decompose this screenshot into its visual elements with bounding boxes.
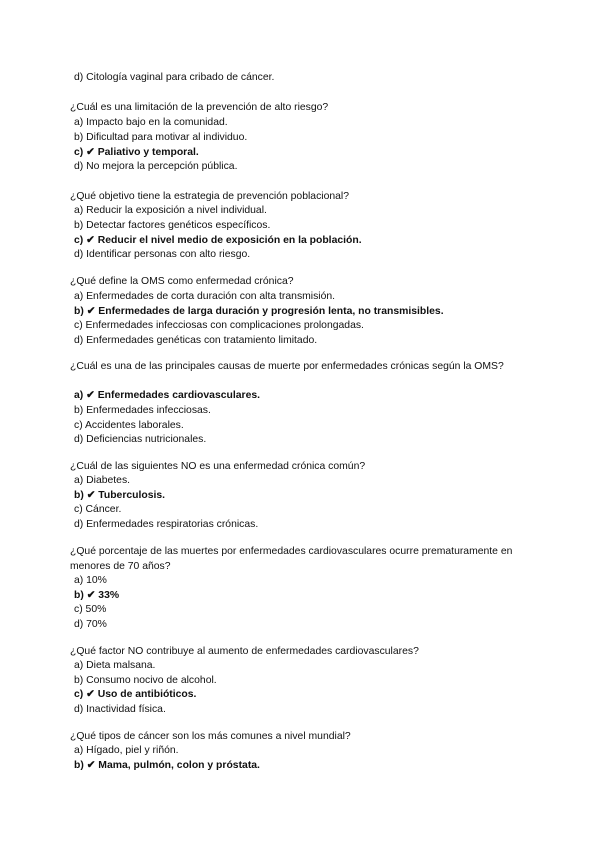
question-2: ¿Qué objetivo tiene la estrategia de prevención poblacional? — [70, 191, 349, 202]
question-8: ¿Qué tipos de cáncer son los más comunes a nivel mundial? — [70, 731, 351, 742]
question-7: ¿Qué factor NO contribuye al aumento de enfermedades cardiovasculares? — [70, 646, 419, 657]
q6-option-d: d) 70% — [74, 619, 107, 630]
q8-option-a: a) Hígado, piel y riñón. — [74, 745, 179, 756]
q5-option-c: c) Cáncer. — [74, 504, 122, 515]
question-5: ¿Cuál de las siguientes NO es una enfermedad crónica común? — [70, 461, 366, 472]
q7-option-c-correct: c) ✔ Uso de antibióticos. — [74, 689, 197, 700]
q4-option-b: b) Enfermedades infecciosas. — [74, 405, 211, 416]
q3-option-c: c) Enfermedades infecciosas con complicaciones prolongadas. — [74, 320, 364, 331]
q6-option-c: c) 50% — [74, 604, 107, 615]
q4-option-d: d) Deficiencias nutricionales. — [74, 434, 207, 445]
q6-option-a: a) 10% — [74, 575, 107, 586]
question-3: ¿Qué define la OMS como enfermedad crónica? — [70, 276, 294, 287]
q4-option-c: c) Accidentes laborales. — [74, 420, 184, 431]
question-6: ¿Qué porcentaje de las muertes por enfermedades cardiovasculares ocurre prematuramente en menores de 70 años? — [70, 546, 513, 572]
question-1: ¿Cuál es una limitación de la prevención de alto riesgo? — [70, 102, 329, 113]
q2-option-c-correct: c) ✔ Reducir el nivel medio de exposición en la población. — [74, 235, 362, 246]
q3-option-a: a) Enfermedades de corta duración con alta transmisión. — [74, 291, 336, 302]
q1-option-a: a) Impacto bajo en la comunidad. — [74, 117, 228, 128]
q7-option-d: d) Inactividad física. — [74, 704, 166, 715]
q2-option-a: a) Reducir la exposición a nivel individual. — [74, 205, 267, 216]
q6-option-b-correct: b) ✔ 33% — [74, 590, 120, 601]
q5-option-a: a) Diabetes. — [74, 475, 131, 486]
q1-option-b: b) Dificultad para motivar al individuo. — [74, 132, 248, 143]
q1-option-d: d) No mejora la percepción pública. — [74, 161, 238, 172]
q2-option-d: d) Identificar personas con alto riesgo. — [74, 249, 251, 260]
q5-option-d: d) Enfermedades respiratorias crónicas. — [74, 519, 259, 530]
q2-option-b: b) Detectar factores genéticos específicos. — [74, 220, 271, 231]
q3-option-b-correct: b) ✔ Enfermedades de larga duración y progresión lenta, no transmisibles. — [74, 306, 444, 317]
question-4: ¿Cuál es una de las principales causas de muerte por enfermedades crónicas según la OMS? — [70, 361, 504, 372]
q5-option-b-correct: b) ✔ Tuberculosis. — [74, 490, 166, 501]
q7-option-a: a) Dieta malsana. — [74, 660, 156, 671]
q3-option-d: d) Enfermedades genéticas con tratamiento limitado. — [74, 335, 318, 346]
q8-option-b-correct: b) ✔ Mama, pulmón, colon y próstata. — [74, 760, 260, 771]
lead-option: d) Citología vaginal para cribado de cáncer. — [74, 72, 275, 83]
q4-option-a-correct: a) ✔ Enfermedades cardiovasculares. — [74, 390, 261, 401]
q7-option-b: b) Consumo nocivo de alcohol. — [74, 675, 217, 686]
q1-option-c-correct: c) ✔ Paliativo y temporal. — [74, 147, 199, 158]
